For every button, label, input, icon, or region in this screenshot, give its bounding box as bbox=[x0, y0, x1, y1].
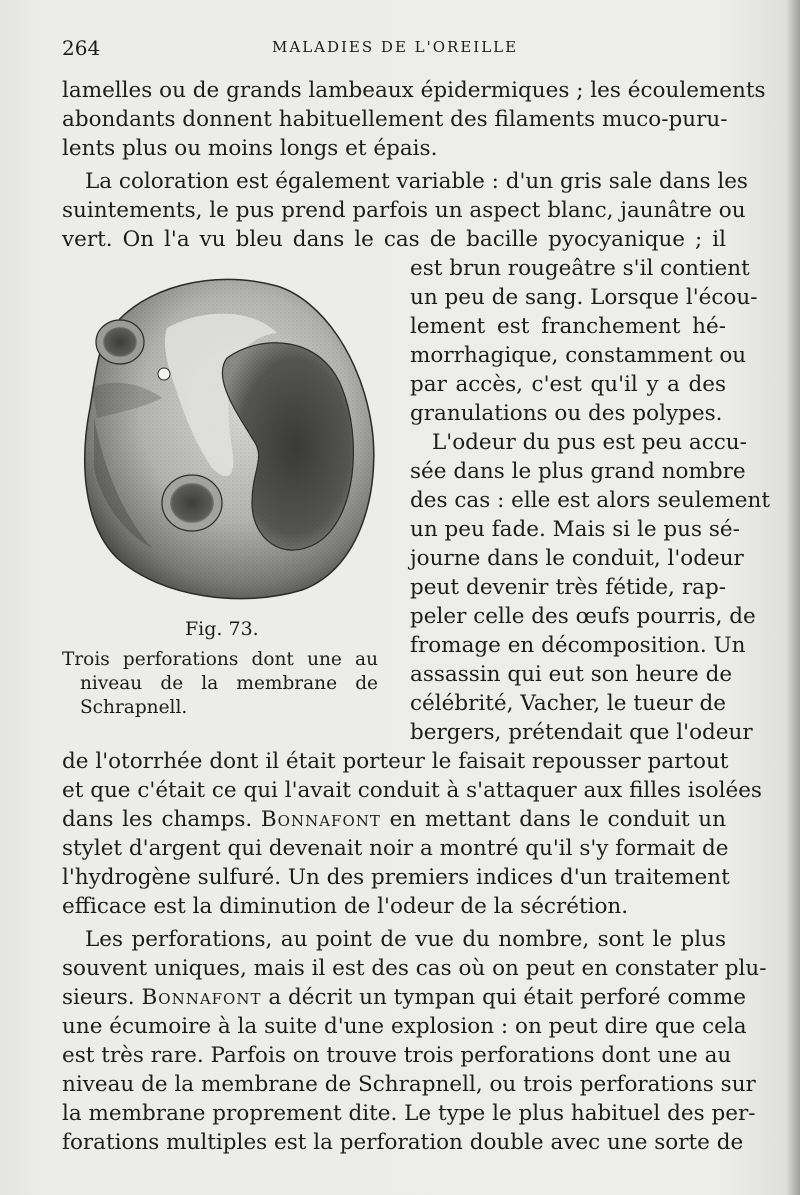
text-segment: dans les champs. bbox=[62, 807, 261, 832]
text-line: l'hydrogène sulfuré. Un des premiers indices d'un traitement bbox=[62, 865, 730, 890]
text-line: niveau de la membrane de Schrapnell, ou trois perforations sur bbox=[62, 1072, 756, 1097]
text-line: L'odeur du pus est peu accu- bbox=[432, 430, 747, 455]
eardrum-illustration bbox=[72, 268, 382, 603]
text-line: morrhagique, constamment ou bbox=[410, 343, 747, 368]
running-head: MALADIES DE L'OREILLE bbox=[272, 38, 519, 56]
text-line: peut devenir très fétide, rap- bbox=[410, 575, 726, 600]
text-line: des cas : elle est alors seulement bbox=[410, 488, 771, 513]
text-line: efficace est la diminution de l'odeur de la sécrétion. bbox=[62, 894, 629, 919]
text-line: stylet d'argent qui devenait noir a montré qu'il s'y formait de bbox=[62, 836, 729, 861]
text-line: est brun rougeâtre s'il contient bbox=[410, 256, 750, 281]
figure-caption-line: Trois perforations dont une au bbox=[62, 649, 378, 670]
text-line: lamelles ou de grands lambeaux épidermiques ; les écoulements bbox=[62, 78, 766, 103]
text-line: abondants donnent habituellement des filaments muco-puru- bbox=[62, 107, 728, 132]
text-segment: a décrit un tympan qui était perforé comme bbox=[261, 985, 746, 1010]
text-line: granulations ou des polypes. bbox=[410, 401, 723, 426]
text-line: par accès, c'est qu'il y a des bbox=[410, 372, 726, 397]
text-line: est très rare. Parfois on trouve trois perforations dont une au bbox=[62, 1043, 732, 1068]
text-line: peler celle des œufs pourris, de bbox=[410, 604, 756, 629]
text-line: La coloration est également variable : d'un gris sale dans les bbox=[85, 169, 748, 194]
text-line: lents plus ou moins longs et épais. bbox=[62, 136, 438, 161]
text-line: une écumoire à la suite d'une explosion : on peut dire que cela bbox=[62, 1014, 747, 1039]
text-line: un peu fade. Mais si le pus sé- bbox=[410, 517, 740, 542]
text-line: Les perforations, au point de vue du nombre, sont le plus bbox=[85, 927, 726, 952]
figure-label: Fig. 73. bbox=[185, 618, 259, 640]
text-line: journe dans le conduit, l'odeur bbox=[410, 546, 744, 571]
text-line: vert. On l'a vu bleu dans le cas de bacille pyocyanique ; il bbox=[62, 227, 726, 252]
author-name: Bonnafont bbox=[260, 807, 381, 832]
text-line: un peu de sang. Lorsque l'écou- bbox=[410, 285, 758, 310]
text-line: souvent uniques, mais il est des cas où on peut en constater plu- bbox=[62, 956, 767, 981]
text-line: de l'otorrhée dont il était porteur le faisait repousser partout bbox=[62, 749, 729, 774]
text-line: la membrane proprement dite. Le type le plus habituel des per- bbox=[62, 1101, 756, 1126]
text-line: lement est franchement hé- bbox=[410, 314, 726, 339]
page-header bbox=[62, 36, 726, 60]
text-segment: en mettant dans le conduit un bbox=[380, 807, 726, 832]
text-line: fromage en décomposition. Un bbox=[410, 633, 746, 658]
page-number: 264 bbox=[62, 36, 101, 60]
figure-caption-line: niveau de la membrane de bbox=[80, 673, 378, 694]
text-line: forations multiples est la perforation double avec une sorte de bbox=[62, 1130, 744, 1155]
text-line: sée dans le plus grand nombre bbox=[410, 459, 746, 484]
text-line: bergers, prétendait que l'odeur bbox=[410, 720, 753, 745]
text-segment: sieurs. bbox=[62, 985, 142, 1010]
page-edge-shadow bbox=[786, 0, 800, 1195]
text-line: suintements, le pus prend parfois un aspect blanc, jaunâtre ou bbox=[62, 198, 746, 223]
author-name: Bonnafont bbox=[141, 985, 262, 1010]
text-line: et que c'était ce qui l'avait conduit à s'attaquer aux filles isolées bbox=[62, 778, 762, 803]
text-line bbox=[62, 805, 726, 834]
figure-caption-line: Schrapnell. bbox=[80, 697, 188, 718]
text-line: assassin qui eut son heure de bbox=[410, 662, 733, 687]
text-line bbox=[62, 983, 746, 1012]
text-line: célébrité, Vacher, le tueur de bbox=[410, 691, 726, 716]
